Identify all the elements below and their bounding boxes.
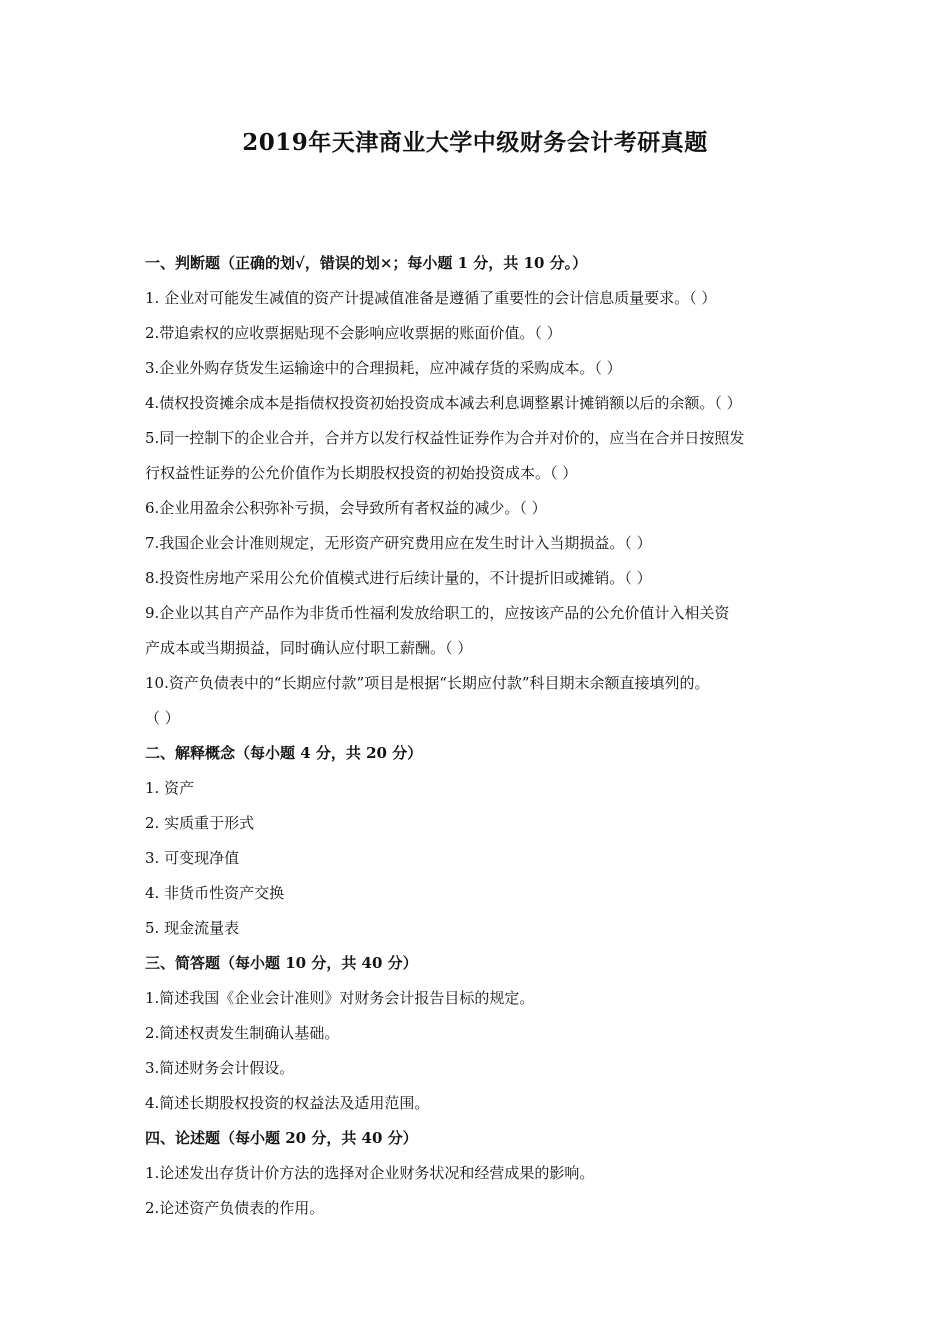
question-line: 6.企业用盈余公积弥补亏损，会导致所有者权益的减少。（ ） [145,499,547,517]
question-line: 1. 资产 [145,779,195,797]
question-line: 2.带追索权的应收票据贴现不会影响应收票据的账面价值。（ ） [145,324,562,342]
question-line: 4. 非货币性资产交换 [145,884,285,902]
question-line: 3.简述财务会计假设。 [145,1059,295,1077]
question-line: 5. 现金流量表 [145,919,240,937]
question-line: 4.债权投资摊余成本是指债权投资初始投资成本减去利息调整累计摊销额以后的余额。（ ） [145,394,742,412]
question-line: 3.企业外购存货发生运输途中的合理损耗，应冲减存货的采购成本。（ ） [145,359,622,377]
section-heading: 二、解释概念（每小题 4 分，共 20 分） [145,744,423,762]
question-line: 行权益性证券的公允价值作为长期股权投资的初始投资成本。（ ） [145,464,578,482]
question-line: 2.论述资产负债表的作用。 [145,1199,325,1217]
question-line: 1.简述我国《企业会计准则》对财务会计报告目标的规定。 [145,989,535,1007]
section-heading: 四、论述题（每小题 20 分，共 40 分） [145,1129,418,1147]
question-line: 产成本或当期损益，同时确认应付职工薪酬。（ ） [145,639,473,657]
question-line: 7.我国企业会计准则规定，无形资产研究费用应在发生时计入当期损益。（ ） [145,534,652,552]
question-line: 9.企业以其自产产品作为非货币性福利发放给职工的，应按该产品的公允价值计入相关资 [145,604,730,622]
question-line: 8.投资性房地产采用公允价值模式进行后续计量的，不计提折旧或摊销。（ ） [145,569,652,587]
question-line: 2.简述权责发生制确认基础。 [145,1024,340,1042]
exam-content [145,246,810,1226]
question-line: 3. 可变现净值 [145,849,240,867]
question-line: 1.论述发出存货计价方法的选择对企业财务状况和经营成果的影响。 [145,1164,595,1182]
question-line: （ ） [145,709,180,727]
question-line: 5.同一控制下的企业合并，合并方以发行权益性证券作为合并对价的，应当在合并日按照发 [145,429,745,447]
question-line: 4.简述长期股权投资的权益法及适用范围。 [145,1094,430,1112]
question-line: 10.资产负债表中的“长期应付款”项目是根据“长期应付款”科目期末余额直接填列的。 [145,674,710,692]
section-heading: 三、简答题（每小题 10 分，共 40 分） [145,954,418,972]
page-title: 2019年天津商业大学中级财务会计考研真题 [242,129,708,156]
question-line: 1. 企业对可能发生减值的资产计提减值准备是遵循了重要性的会计信息质量要求。（ ） [145,289,717,307]
section-heading: 一、判断题（正确的划√，错误的划×；每小题 1 分，共 10 分。） [145,254,588,272]
question-line: 2. 实质重于形式 [145,814,255,832]
